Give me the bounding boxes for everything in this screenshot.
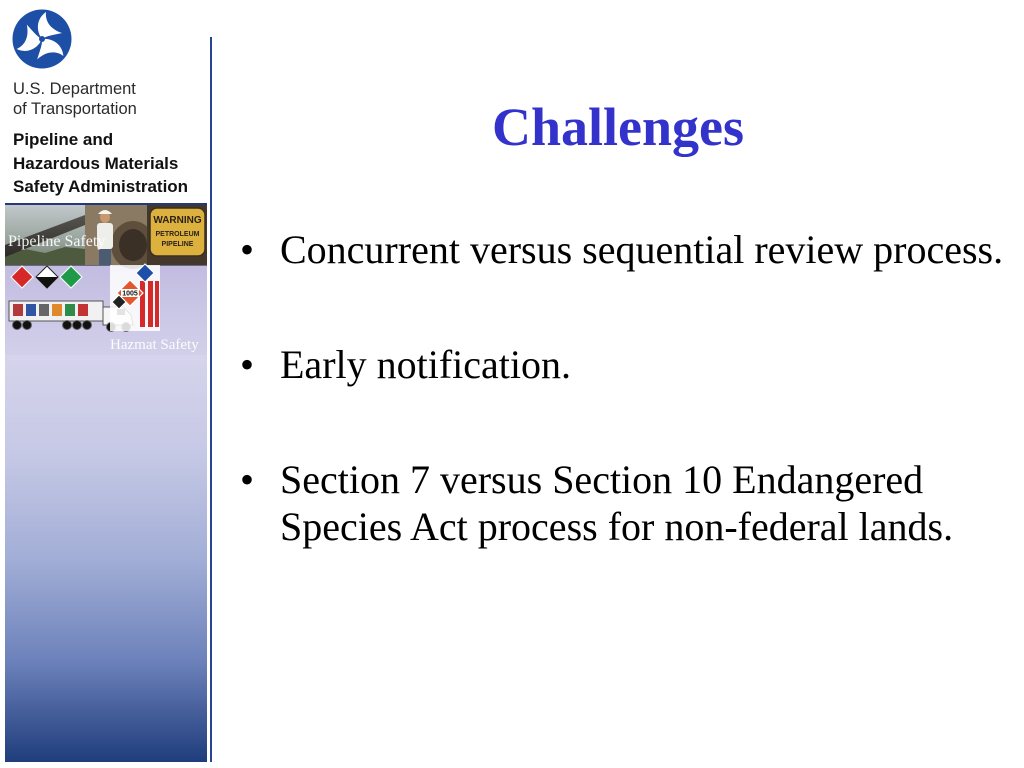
slide-title: Challenges bbox=[491, 97, 745, 157]
sidebar-gradient bbox=[5, 355, 207, 762]
wheel bbox=[23, 321, 32, 330]
bullet-item bbox=[240, 341, 1022, 388]
administration-name-line-1: Pipeline and bbox=[13, 130, 114, 149]
wheel bbox=[83, 321, 92, 330]
hazmat-placards-row bbox=[11, 266, 82, 288]
hazmat-safety-label: Hazmat Safety bbox=[110, 337, 199, 353]
bullet-text: Section 7 versus Section 10 Endangered Species Act process for non-federal lands. bbox=[280, 457, 954, 549]
banner-top-border bbox=[5, 203, 207, 205]
cargo-drum bbox=[13, 304, 23, 316]
dot-logo-icon bbox=[12, 9, 72, 69]
warning-sign-line-1: WARNING bbox=[153, 215, 202, 226]
worker-jeans bbox=[99, 249, 111, 265]
safety-banner-image bbox=[5, 203, 207, 355]
bullet-list bbox=[240, 226, 1022, 618]
administration-name-line-2: Hazardous Materials bbox=[13, 153, 179, 173]
department-name-line-2: of Transportation bbox=[13, 100, 137, 118]
pipe-opening bbox=[119, 229, 147, 261]
administration-name bbox=[13, 128, 188, 199]
pipeline-photo-warning-sign bbox=[147, 205, 207, 265]
bullet-icon bbox=[240, 456, 280, 550]
wheel bbox=[13, 321, 22, 330]
cargo-drum bbox=[78, 304, 88, 316]
placard-number: 1005 bbox=[122, 290, 138, 298]
warning-sign-line-3: PIPELINE bbox=[161, 241, 194, 248]
cargo-drum bbox=[39, 304, 49, 316]
hazmat-sign-cluster bbox=[110, 264, 160, 331]
red-stripe bbox=[148, 281, 153, 327]
department-name-line-1: U.S. Department bbox=[13, 80, 136, 98]
wheel bbox=[73, 321, 82, 330]
wheel bbox=[63, 321, 72, 330]
logo-center bbox=[39, 36, 45, 42]
cargo-drum bbox=[26, 304, 36, 316]
bullet-text: Early notification. bbox=[280, 342, 572, 387]
department-name bbox=[13, 79, 137, 119]
cargo-drum bbox=[65, 304, 75, 316]
red-stripe bbox=[140, 281, 145, 327]
bullet-icon bbox=[240, 226, 280, 273]
bullet-item bbox=[240, 226, 1022, 273]
red-stripe bbox=[155, 281, 159, 327]
warning-sign-line-2: PETROLEUM bbox=[155, 231, 200, 238]
cargo-drum bbox=[52, 304, 62, 316]
bullet-text: Concurrent versus sequential review process. bbox=[280, 227, 1004, 272]
bullet-icon bbox=[240, 341, 280, 388]
bullet-item bbox=[240, 456, 1022, 550]
administration-name-line-3: Safety Administration bbox=[13, 177, 189, 196]
pipeline-safety-label: Pipeline Safety bbox=[8, 233, 106, 250]
photo-strip-divider bbox=[5, 265, 207, 266]
